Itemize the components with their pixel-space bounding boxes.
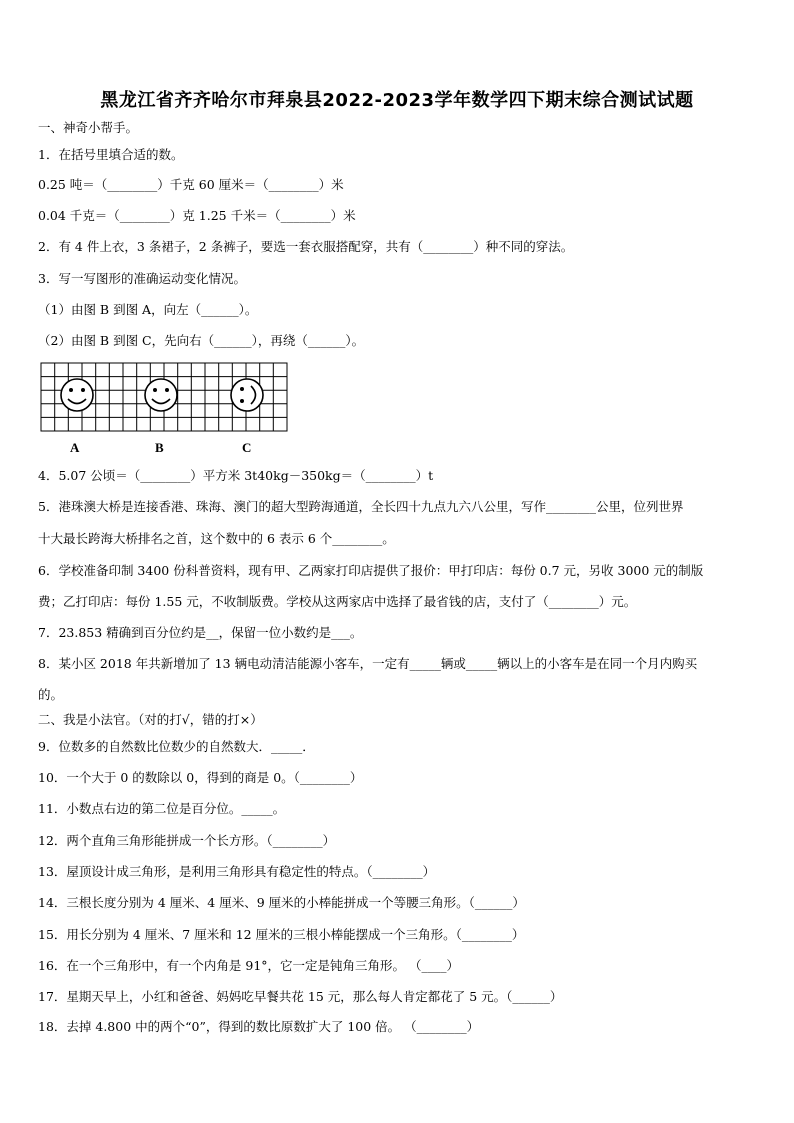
- question-8-line-1: 8．某小区 2018 年共新增加了 13 辆电动清洁能源小客车，一定有_____辆或_____辆以上的小客车是在同一个月内购买: [38, 656, 698, 671]
- page-title: 黑龙江省齐齐哈尔市拜泉县2022-2023学年数学四下期末综合测试试题: [100, 90, 694, 111]
- question-7: 7．23.853 精确到百分位约是__，保留一位小数约是___。: [38, 625, 363, 640]
- question-12: 12．两个直角三角形能拼成一个长方形。（________）: [38, 833, 336, 848]
- question-3-part-2: （2）由图 B 到图 C，先向右（______），再绕（______）。: [38, 333, 365, 348]
- question-18: 18．去掉 4.800 中的两个“0”，得到的数比原数扩大了 100 倍。 （________）: [38, 1019, 480, 1034]
- grid-svg: [40, 362, 288, 432]
- question-6-line-1: 6．学校准备印制 3400 份科普资料，现有甲、乙两家打印店提供了报价：甲打印店：每份 0.7 元，另收 3000 元的制版: [38, 563, 704, 578]
- question-16: 16．在一个三角形中，有一个内角是 91°，它一定是钝角三角形。 （____）: [38, 958, 460, 973]
- question-3-part-1: （1）由图 B 到图 A，向左（______）。: [38, 302, 258, 317]
- section-1-heading: 一、神奇小帮手。: [38, 120, 139, 135]
- question-14: 14．三根长度分别为 4 厘米、4 厘米、9 厘米的小棒能拼成一个等腰三角形。（______）: [38, 895, 525, 910]
- question-6-line-2: 费；乙打印店：每份 1.55 元，不收制版费。学校从这两家店中选择了最省钱的店，支付了（________）元。: [38, 594, 637, 609]
- smiley-b: [145, 379, 177, 411]
- question-1-row-a: 0.25 吨＝（________）千克 60 厘米＝（________）米: [38, 177, 344, 192]
- question-4: 4．5.07 公顷＝（________）平方米 3t40kg－350kg＝（________）t: [38, 468, 434, 483]
- figure-label-a: A: [70, 440, 80, 455]
- question-2: 2．有 4 件上衣，3 条裙子，2 条裤子，要选一套衣服搭配穿，共有（________）种不同的穿法。: [38, 239, 574, 254]
- question-1: 1．在括号里填合适的数。: [38, 147, 184, 162]
- question-15: 15．用长分别为 4 厘米、7 厘米和 12 厘米的三根小棒能摆成一个三角形。（________）: [38, 927, 525, 942]
- question-5-line-1: 5．港珠澳大桥是连接香港、珠海、澳门的超大型跨海通道，全长四十九点九六八公里，写作________公里，位列世界: [38, 499, 684, 514]
- figure-label-c: C: [242, 440, 252, 455]
- question-8-line-2: 的。: [38, 687, 64, 702]
- question-13: 13．屋顶设计成三角形，是利用三角形具有稳定性的特点。（________）: [38, 864, 436, 879]
- question-11: 11．小数点右边的第二位是百分位。_____。: [38, 801, 286, 816]
- smiley-c-rotated: [231, 379, 263, 411]
- question-3: 3．写一写图形的准确运动变化情况。: [38, 271, 246, 286]
- question-1-row-b: 0.04 千克＝（________）克 1.25 千米＝（________）米: [38, 208, 356, 223]
- question-10: 10．一个大于 0 的数除以 0，得到的商是 0。（________）: [38, 770, 363, 785]
- smiley-a: [61, 379, 93, 411]
- question-9: 9．位数多的自然数比位数少的自然数大．_____．: [38, 739, 315, 754]
- question-17: 17．星期天早上，小红和爸爸、妈妈吃早餐共花 15 元，那么每人肯定都花了 5 元。（______）: [38, 989, 563, 1004]
- section-2-heading: 二、我是小法官。（对的打√，错的打×）: [38, 712, 263, 727]
- question-5-line-2: 十大最长跨海大桥排名之首，这个数中的 6 表示 6 个________。: [38, 531, 395, 546]
- smiley-grid-figure: [40, 362, 288, 436]
- figure-label-b: B: [155, 440, 164, 455]
